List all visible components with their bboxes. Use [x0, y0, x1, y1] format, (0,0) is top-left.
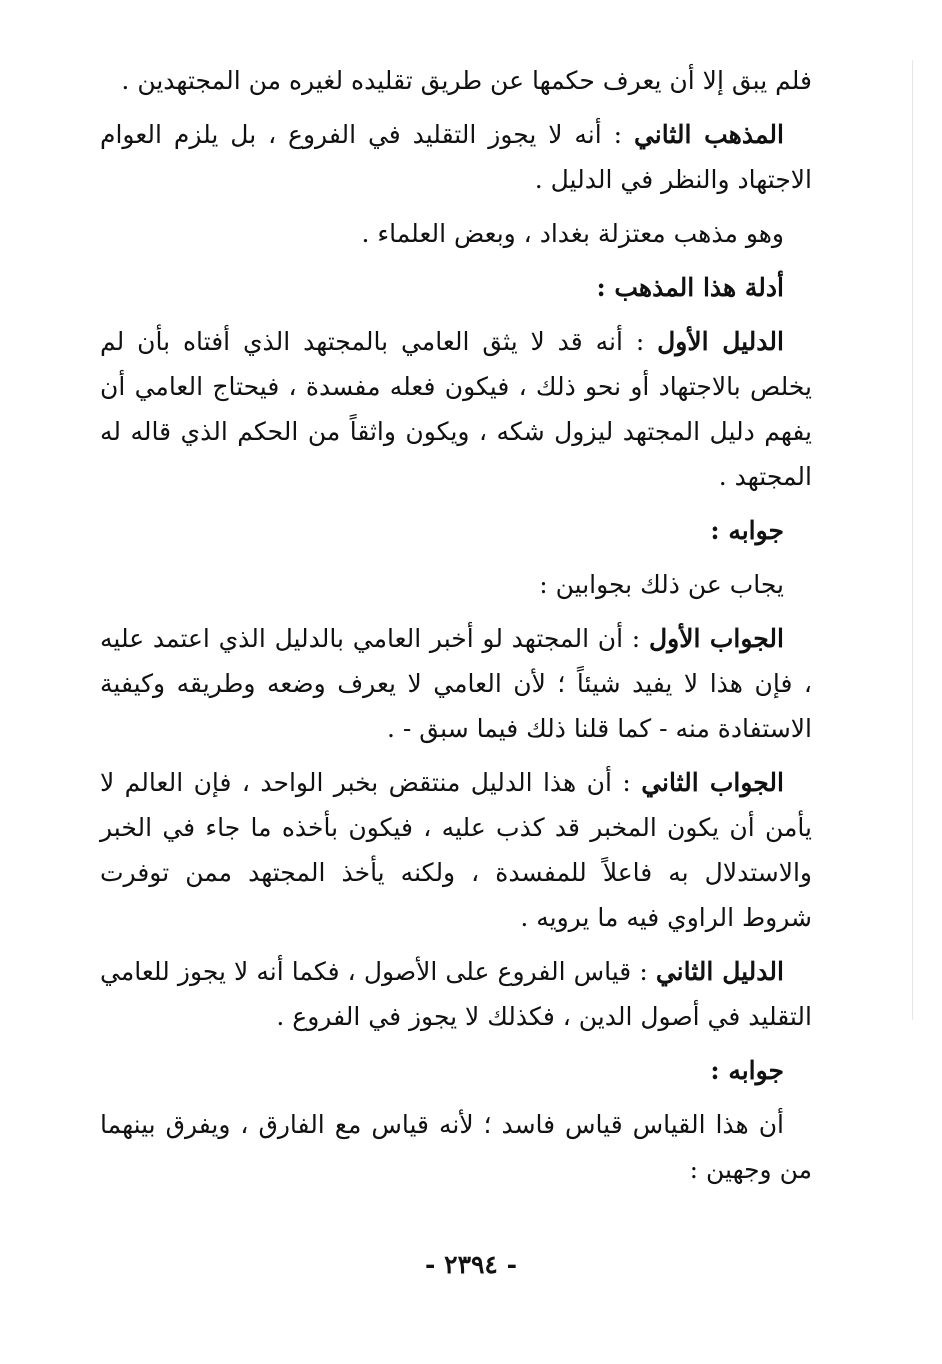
paragraph-3 — [100, 211, 812, 256]
first-answer-heading: الجواب الأول — [648, 624, 784, 653]
page-edge-line — [912, 60, 913, 1020]
paragraph-3-text: وهو مذهب معتزلة بغداد ، وبعض العلماء . — [361, 219, 784, 248]
paragraph-second-answer — [100, 760, 812, 940]
paragraph-9 — [100, 1102, 812, 1192]
paragraph-1 — [100, 58, 812, 103]
paragraph-second-doctrine — [100, 112, 812, 202]
paragraph-first-evidence — [100, 319, 812, 499]
page-number: - ٢٣٩٤ - — [425, 1250, 517, 1279]
first-evidence-text: : أنه قد لا يثق العامي بالمجتهد الذي أفتاه بأن لم يخلص بالاجتهاد أو نحو ذلك ، فيكون فعله مفسدة ، فيحتاج العامي أن يفهم دليل المجتهد ليزول شكه ، ويكون واثقاً من الحكم الذي قاله له المجتهد . — [100, 327, 812, 491]
first-evidence-heading: الدليل الأول — [657, 327, 784, 356]
second-doctrine-heading: المذهب الثاني — [633, 120, 784, 149]
answer-heading-2: جوابه : — [710, 1056, 784, 1085]
paragraph-9-text: أن هذا القياس قياس فاسد ؛ لأنه قياس مع الفارق ، ويفرق بينهما من وجهين : — [100, 1110, 812, 1184]
second-evidence-text: : قياس الفروع على الأصول ، فكما أنه لا يجوز للعامي التقليد في أصول الدين ، فكذلك لا يجوز في الفروع . — [100, 957, 812, 1031]
paragraph-first-answer — [100, 616, 812, 751]
second-answer-heading: الجواب الثاني — [641, 768, 784, 797]
answer-heading-1: جوابه : — [710, 516, 784, 545]
evidence-heading: أدلة هذا المذهب : — [596, 273, 784, 302]
second-answer-text: : أن هذا الدليل منتقض بخبر الواحد ، فإن العالم لا يأمن أن يكون المخبر قد كذب عليه ، فيكون بأخذه ما جاء في الخبر والاستدلال به فاعلاً للمفسدة ، ولكنه يأخذ المجتهد ممن توفرت شروط الراوي فيه ما يرويه . — [100, 768, 812, 932]
paragraph-5 — [100, 562, 812, 607]
second-doctrine-text: : أنه لا يجوز التقليد في الفروع ، بل يلزم العوام الاجتهاد والنظر في الدليل . — [100, 120, 812, 194]
paragraph-second-evidence — [100, 949, 812, 1039]
paragraph-5-text: يجاب عن ذلك بجوابين : — [539, 570, 784, 599]
document-body — [100, 58, 812, 1201]
first-answer-text: : أن المجتهد لو أخبر العامي بالدليل الذي اعتمد عليه ، فإن هذا لا يفيد شيئاً ؛ لأن العامي لا يعرف وضعه وطريقه وكيفية الاستفادة منه - كما قلنا ذلك فيما سبق - . — [100, 624, 812, 743]
second-evidence-heading: الدليل الثاني — [655, 957, 784, 986]
paragraph-1-text: فلم يبق إلا أن يعرف حكمها عن طريق تقليده لغيره من المجتهدين . — [121, 66, 812, 95]
